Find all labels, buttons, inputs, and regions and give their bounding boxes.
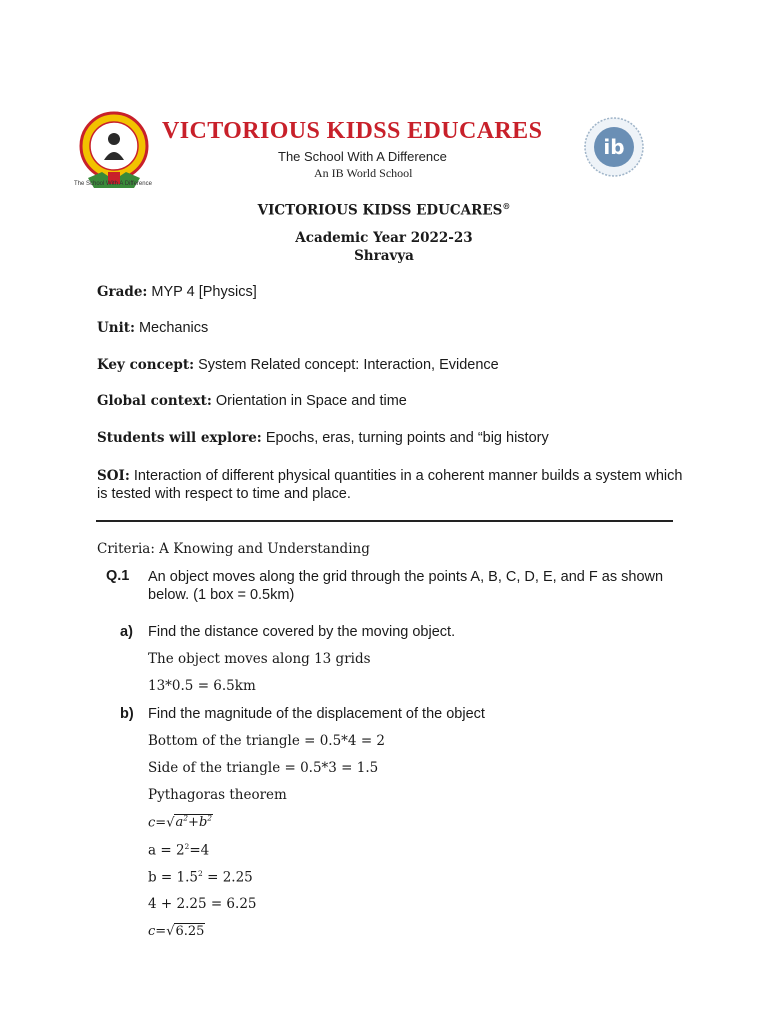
- c-sqrt-line: [148, 924, 205, 939]
- answer-line: The object moves along 13 grids: [148, 651, 371, 667]
- info-unit: [97, 320, 208, 336]
- info-grade: [97, 284, 257, 300]
- radical-sign: √: [166, 815, 175, 831]
- b-prefix: b = 1.5: [148, 869, 199, 886]
- a-prefix: a =: [148, 842, 176, 859]
- info-key: Unit:: [97, 320, 135, 336]
- answer-line-sum: 4 + 2.25 = 6.25: [148, 896, 257, 912]
- info-key-concept: [97, 357, 499, 373]
- question-number: Q.1: [106, 568, 130, 584]
- part-b-label: b): [120, 706, 134, 722]
- formula-radicand: $a^2+b^2$: [175, 814, 213, 831]
- part-a-label: a): [120, 624, 133, 640]
- answer-line: 13*0.5 = 6.5km: [148, 678, 256, 694]
- info-key: Global context:: [97, 393, 212, 409]
- question-text: An object moves along the grid through the points A, B, C, D, E, and F as shown below. (1 box = 0.5km): [148, 569, 664, 603]
- formula-lhs: c=: [148, 815, 167, 831]
- exponent: 2: [198, 869, 203, 878]
- school-tagline: The School With A Difference: [278, 149, 447, 164]
- document-title-text: VICTORIOUS KIDSS EDUCARES: [257, 202, 503, 219]
- logo-caption: The School With A Difference: [74, 181, 152, 187]
- academic-year: Academic Year 2022-23: [295, 230, 473, 246]
- section-divider: [96, 520, 673, 522]
- school-name-heading: VICTORIOUS KIDSS EDUCARES: [162, 118, 543, 144]
- info-key: Key concept:: [97, 357, 195, 373]
- criteria-label: Criteria: A Knowing and Understanding: [97, 541, 370, 557]
- answer-line: Side of the triangle = 0.5*3 = 1.5: [148, 760, 379, 776]
- answer-line-b: [148, 869, 253, 886]
- c-lhs: c=: [148, 924, 167, 939]
- formula-b: b: [198, 815, 208, 831]
- answer-line-a: [148, 842, 209, 859]
- ib-logo-icon: [583, 116, 645, 178]
- info-global-context: [97, 393, 407, 409]
- ib-logo-text: ib: [603, 135, 625, 159]
- a-suffix: =4: [189, 842, 210, 859]
- info-value: Orientation in Space and time: [211, 393, 407, 409]
- info-value: MYP 4 [Physics]: [147, 284, 257, 300]
- info-key: Grade:: [97, 284, 148, 300]
- b-suffix: = 2.25: [202, 869, 253, 886]
- answer-line: Bottom of the triangle = 0.5*4 = 2: [148, 733, 386, 749]
- part-a-prompt: Find the distance covered by the moving object.: [148, 624, 456, 640]
- info-value: System Related concept: Interaction, Evidence: [194, 357, 499, 373]
- info-students-explore: [97, 430, 549, 446]
- exponent: 2: [183, 814, 189, 823]
- registered-mark: ®: [502, 201, 511, 211]
- info-value: Epochs, eras, turning points and “big history: [261, 430, 549, 446]
- exponent: 2: [184, 842, 190, 851]
- document-title: [0, 201, 768, 219]
- student-name: Shravya: [354, 248, 414, 264]
- ib-world-school-label: An IB World School: [314, 166, 413, 180]
- info-value: Mechanics: [134, 320, 209, 336]
- part-b-prompt: Find the magnitude of the displacement of the object: [148, 706, 485, 722]
- exponent: 2: [207, 814, 213, 823]
- pythagoras-formula: [148, 814, 213, 830]
- info-soi: [97, 467, 687, 503]
- a-base: 2: [175, 842, 185, 859]
- formula-a: a: [175, 815, 184, 831]
- info-value: Interaction of different physical quantities in a coherent manner builds a system which is tested with respect to time and place.: [97, 468, 683, 502]
- answer-line: Pythagoras theorem: [148, 787, 287, 803]
- c-radicand: 6.25: [175, 924, 205, 939]
- radical-sign: √: [166, 924, 175, 939]
- info-key: Students will explore:: [97, 430, 262, 446]
- info-key: SOI:: [97, 468, 130, 484]
